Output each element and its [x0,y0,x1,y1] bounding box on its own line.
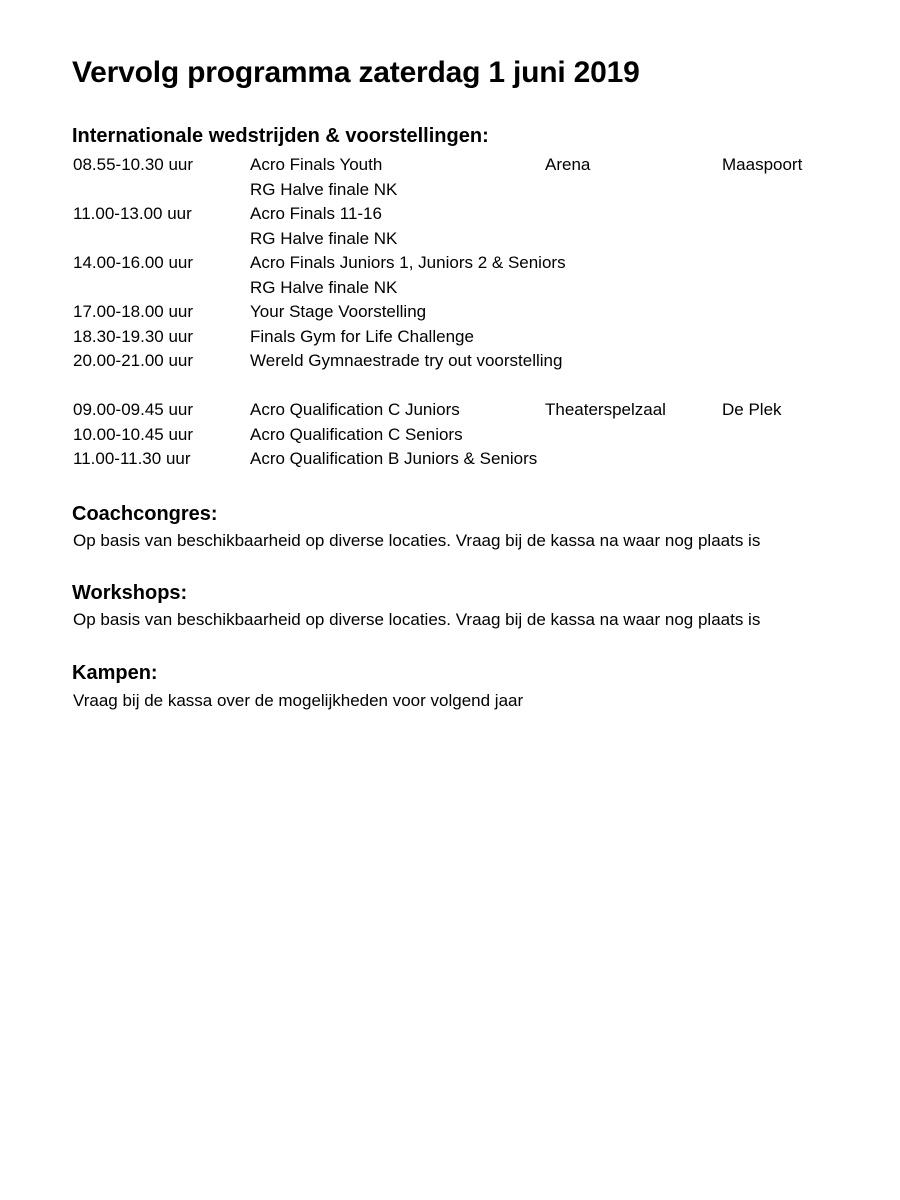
row-4-event: RG Halve finale NK [250,228,398,248]
coachcongres-heading: Coachcongres: [72,503,218,525]
row-1-time: 08.55-10.30 uur [73,155,194,174]
row-9-time: 20.00-21.00 uur [73,351,194,370]
row-5-event: Acro Finals Juniors 1, Juniors 2 & Seniors [250,253,566,272]
row-12-event: Acro Qualification B Juniors & Seniors [250,449,538,468]
row-2-event: RG Halve finale NK [250,179,398,199]
row-10-venue: Theaterspelzaal [545,400,666,419]
international-heading: Internationale wedstrijden & voorstellingen: [72,125,489,147]
row-6-event: RG Halve finale NK [250,277,398,297]
row-1-event: Acro Finals Youth [250,155,383,174]
page-title: Vervolg programma zaterdag 1 juni 2019 [72,56,640,89]
row-1-location: Maaspoort [722,155,803,174]
row-7-time: 17.00-18.00 uur [73,302,194,321]
row-3-event: Acro Finals 11-16 [250,204,382,223]
row-11-time: 10.00-10.45 uur [73,424,194,444]
row-11-event: Acro Qualification C Seniors [250,424,463,444]
row-9-event: Wereld Gymnaestrade try out voorstelling [250,351,563,370]
row-10-time: 09.00-09.45 uur [73,400,194,419]
workshops-heading: Workshops: [72,582,188,604]
kampen-text: Vraag bij de kassa over de mogelijkheden voor volgend jaar [73,691,524,710]
kampen-heading: Kampen: [72,662,158,684]
row-3-time: 11.00-13.00 uur [73,204,192,223]
row-10-location: De Plek [722,400,782,419]
row-7-event: Your Stage Voorstelling [250,302,427,321]
row-8-event: Finals Gym for Life Challenge [250,326,474,346]
coachcongres-text: Op basis van beschikbaarheid op diverse locaties. Vraag bij de kassa na waar nog plaats is [73,531,761,550]
row-5-time: 14.00-16.00 uur [73,253,194,272]
row-8-time: 18.30-19.30 uur [73,326,194,346]
row-10-event: Acro Qualification C Juniors [250,400,460,419]
row-12-time: 11.00-11.30 uur [73,449,191,468]
row-1-venue: Arena [545,155,591,174]
workshops-text: Op basis van beschikbaarheid op diverse locaties. Vraag bij de kassa na waar nog plaats is [73,610,761,629]
